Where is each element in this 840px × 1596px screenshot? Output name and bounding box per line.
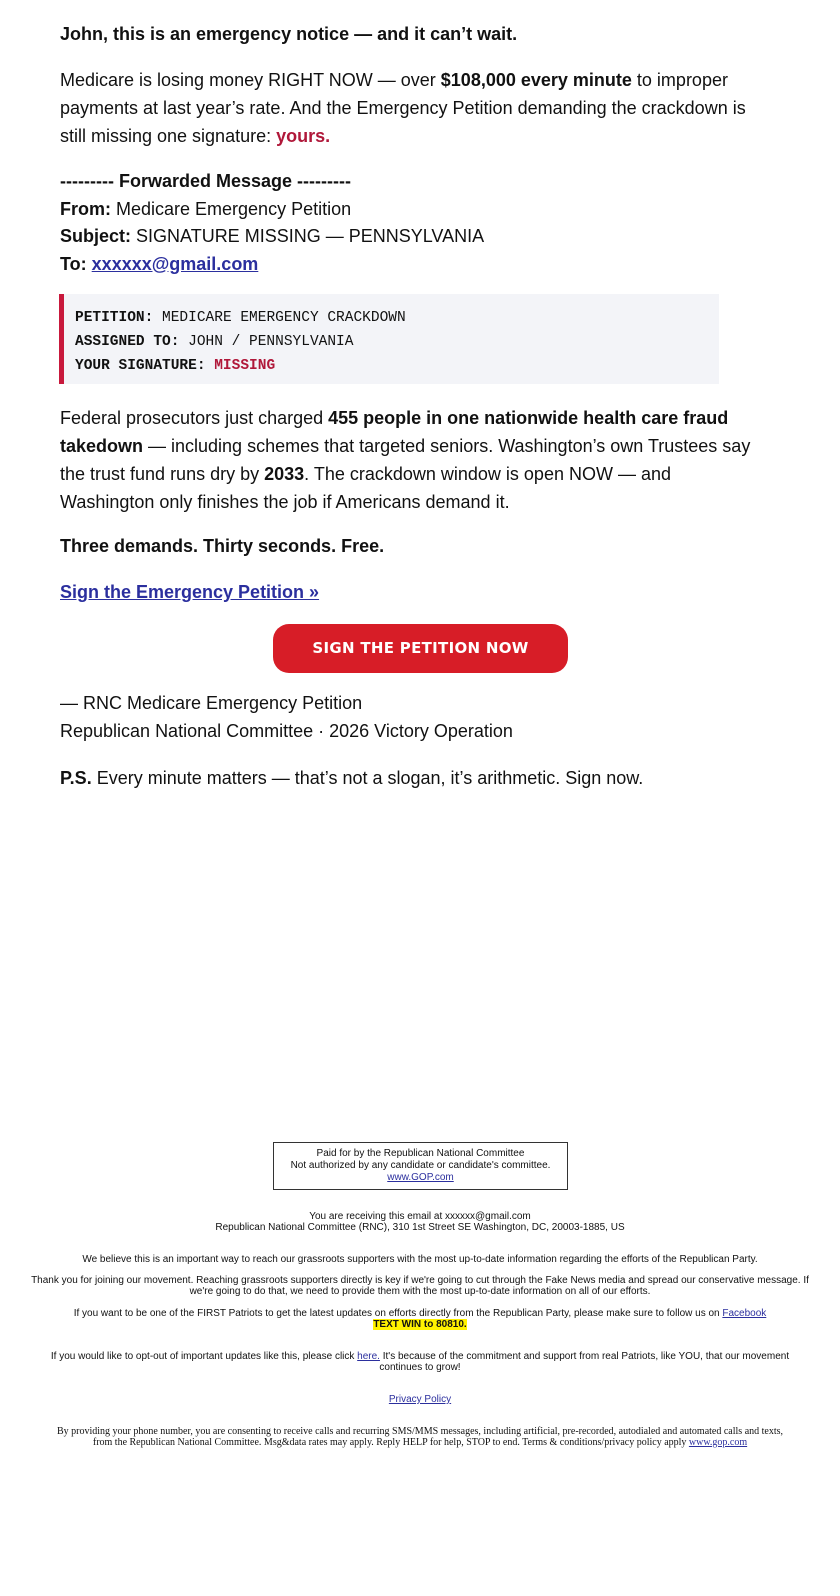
follow-text: If you want to be one of the FIRST Patriots to get the latest updates on efforts directly from the Republican Party, please make sure to follow us on [73, 1308, 723, 1319]
greeting: John, this is an emergency notice — and it can’t wait. [60, 24, 518, 44]
sign-petition-link[interactable]: Sign the Emergency Petition » [60, 582, 320, 602]
from-label: From: [60, 198, 111, 219]
paid-line: Not authorized by any candidate or candidate's committee. [290, 1160, 551, 1171]
consent-line: By providing your phone number, you are consenting to receive calls and recurring SMS/MMS messages, including artificial, pre-recorded, autodialed and automated calls and texts, [56, 1426, 784, 1437]
ps-text: Every minute matters — that’s not a slogan, it’s arithmetic. Sign now. [91, 768, 644, 788]
subject-label: Subject: [60, 226, 132, 246]
assigned-row [75, 330, 719, 354]
subject-value: SIGNATURE MISSING — PENNSYLVANIA [131, 226, 485, 246]
footer-receiving [0, 1211, 840, 1233]
prosecution-paragraph [60, 404, 750, 516]
receiving-line: You are receiving this email at xxxxxx@gmail.com [309, 1211, 531, 1222]
para-text: the trust fund runs dry by [60, 464, 265, 484]
loss-amount: $108,000 every minute [440, 70, 632, 90]
ps-label: P.S. [60, 768, 92, 788]
gop-terms-link[interactable]: www.gop.com [688, 1437, 748, 1448]
signature-block [60, 690, 513, 745]
footer-consent [0, 1426, 840, 1448]
optout-text: It's because of the commitment and support from real Patriots, like YOU, that our movement [379, 1351, 790, 1362]
petition-row [75, 306, 719, 330]
para-bold: takedown [60, 436, 144, 456]
yours-emphasis: yours. [276, 126, 331, 146]
footer-follow [0, 1308, 840, 1330]
thanks-line: Thank you for joining our movement. Reaching grassroots supporters directly is key if we're going to cut through the Fake News media and spread our conservative message. If [31, 1275, 809, 1286]
petition-status-box [59, 294, 719, 384]
para-text: — including schemes that targeted seniors. Washington’s own Trustees say [143, 436, 751, 456]
three-demands: Three demands. Thirty seconds. Free. [60, 536, 385, 556]
footer-optout [0, 1351, 840, 1373]
signature-missing: MISSING [214, 358, 276, 374]
text-win-highlight: TEXT WIN to 80810. [373, 1319, 467, 1330]
facebook-link[interactable]: Facebook [722, 1308, 767, 1319]
to-email-link[interactable]: xxxxxx@gmail.com [91, 253, 259, 274]
to-line [60, 251, 484, 279]
consent-line: from the Republican National Committee. Msg&data rates may apply. Reply HELP for help, STOP to end. Terms & conditions/privacy policy apply [92, 1437, 689, 1448]
from-line [60, 196, 484, 224]
para-bold: 455 people in one nationwide health care fraud [328, 408, 729, 428]
paid-for-box [273, 1142, 568, 1190]
paid-line: Paid for by the Republican National Committee [316, 1148, 525, 1159]
optout-link[interactable]: here. [357, 1351, 380, 1362]
assigned-label: ASSIGNED TO: [75, 334, 180, 350]
para-text: Washington only finishes the job if Americans demand it. [60, 492, 510, 512]
signature-row [75, 354, 719, 378]
postscript [60, 764, 643, 792]
sign-petition-button[interactable]: SIGN THE PETITION NOW [273, 624, 568, 673]
intro-paragraph [60, 66, 746, 150]
gop-link[interactable]: www.GOP.com [387, 1172, 454, 1183]
forwarded-header [60, 168, 484, 278]
forwarded-title: --------- Forwarded Message --------- [60, 171, 351, 191]
signature-line: — RNC Medicare Emergency Petition [60, 693, 363, 713]
intro-text: to improper [631, 70, 728, 90]
signature-label: YOUR SIGNATURE: [75, 358, 206, 374]
petition-value: MEDICARE EMERGENCY CRACKDOWN [153, 310, 406, 326]
intro-text: still missing one signature: [60, 126, 277, 146]
optout-text: If you would like to opt-out of important updates like this, please click [50, 1351, 358, 1362]
assigned-value: JOHN / PENNSYLVANIA [179, 334, 354, 350]
address-line: Republican National Committee (RNC), 310 1st Street SE Washington, DC, 20003-1885, US [215, 1222, 625, 1233]
from-value: Medicare Emergency Petition [111, 198, 352, 219]
to-label: To: [60, 253, 87, 274]
footer-thanks [0, 1275, 840, 1297]
footer-privacy [0, 1394, 840, 1405]
intro-text: Medicare is losing money RIGHT NOW — over [60, 70, 441, 90]
signature-line: Republican National Committee · 2026 Victory Operation [60, 720, 513, 741]
footer-believe: We believe this is an important way to reach our grassroots supporters with the most up-to-date information regarding the efforts of the Republican Party. [82, 1254, 758, 1265]
thanks-line: we're going to do that, we need to provide them with the most up-to-date information on all of our efforts. [189, 1286, 651, 1297]
intro-text: payments at last year’s rate. And the Emergency Petition demanding the crackdown is [60, 98, 746, 118]
para-text: Federal prosecutors just charged [60, 408, 329, 428]
para-text: . The crackdown window is open NOW — and [304, 464, 671, 484]
subject-line [60, 223, 484, 251]
para-bold: 2033 [264, 464, 305, 484]
privacy-policy-link[interactable]: Privacy Policy [388, 1394, 452, 1405]
petition-label: PETITION: [75, 310, 154, 326]
optout-text: continues to grow! [379, 1362, 461, 1373]
